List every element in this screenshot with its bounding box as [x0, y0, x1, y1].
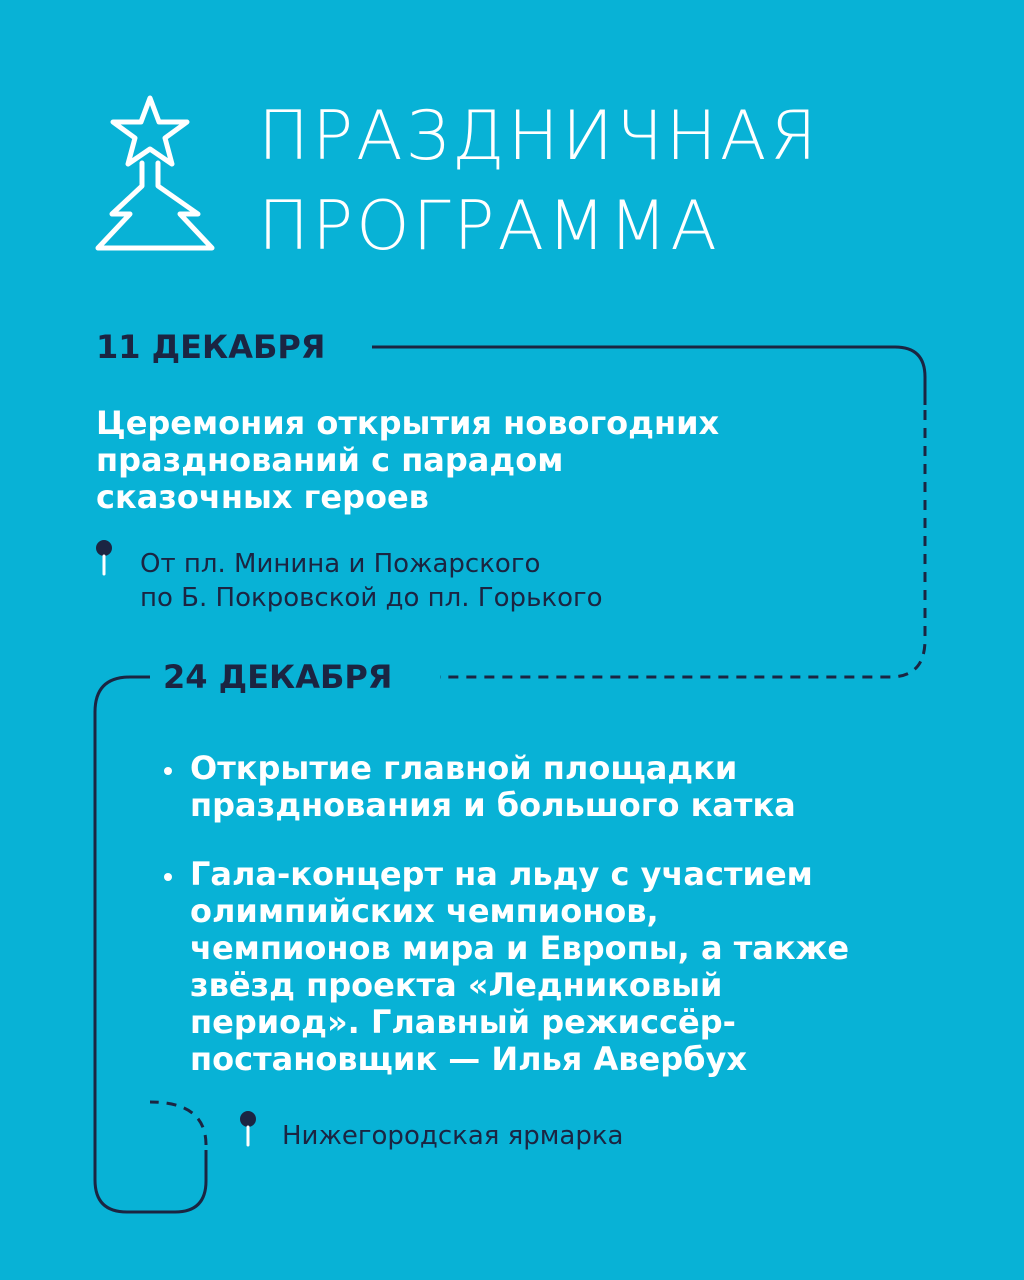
list-item-line: олимпийских чемпионов, — [190, 892, 659, 930]
date-heading-1: 11 ДЕКАБРЯ — [96, 328, 326, 366]
event-title-line: сказочных героев — [96, 478, 429, 516]
location-pin-icon — [96, 540, 112, 574]
page-title-line-1: ПРАЗДНИЧНАЯ — [258, 97, 820, 176]
place-line: по Б. Покровской до пл. Горького — [140, 583, 603, 613]
star-tree-icon — [98, 98, 212, 248]
place-line: От пл. Минина и Пожарского — [140, 549, 541, 579]
place-line: Нижегородская ярмарка — [282, 1121, 624, 1151]
list-item-line: Открытие главной площадки — [190, 749, 738, 787]
location-pin-icon — [240, 1111, 256, 1145]
timeline-line-1 — [372, 347, 925, 405]
timeline-line-4 — [150, 1102, 206, 1145]
list-item-line: период». Главный режиссёр- — [190, 1003, 736, 1041]
list-item-line: чемпионов мира и Европы, а также — [190, 929, 850, 967]
page-title-line-2: ПРОГРАММА — [258, 187, 720, 266]
list-item-line: звёзд проекта «Ледниковый — [190, 966, 723, 1004]
date-heading-2: 24 ДЕКАБРЯ — [163, 658, 393, 696]
list-item-line: празднования и большого катка — [190, 786, 796, 824]
list-bullet — [164, 873, 172, 881]
event-title-line: празднований с парадом — [96, 441, 564, 479]
list-item-line: Гала-концерт на льду с участием — [190, 855, 813, 893]
list-bullet — [164, 767, 172, 775]
event-title-line: Церемония открытия новогодних — [96, 404, 720, 442]
list-item-line: постановщик — Илья Авербух — [190, 1040, 747, 1078]
